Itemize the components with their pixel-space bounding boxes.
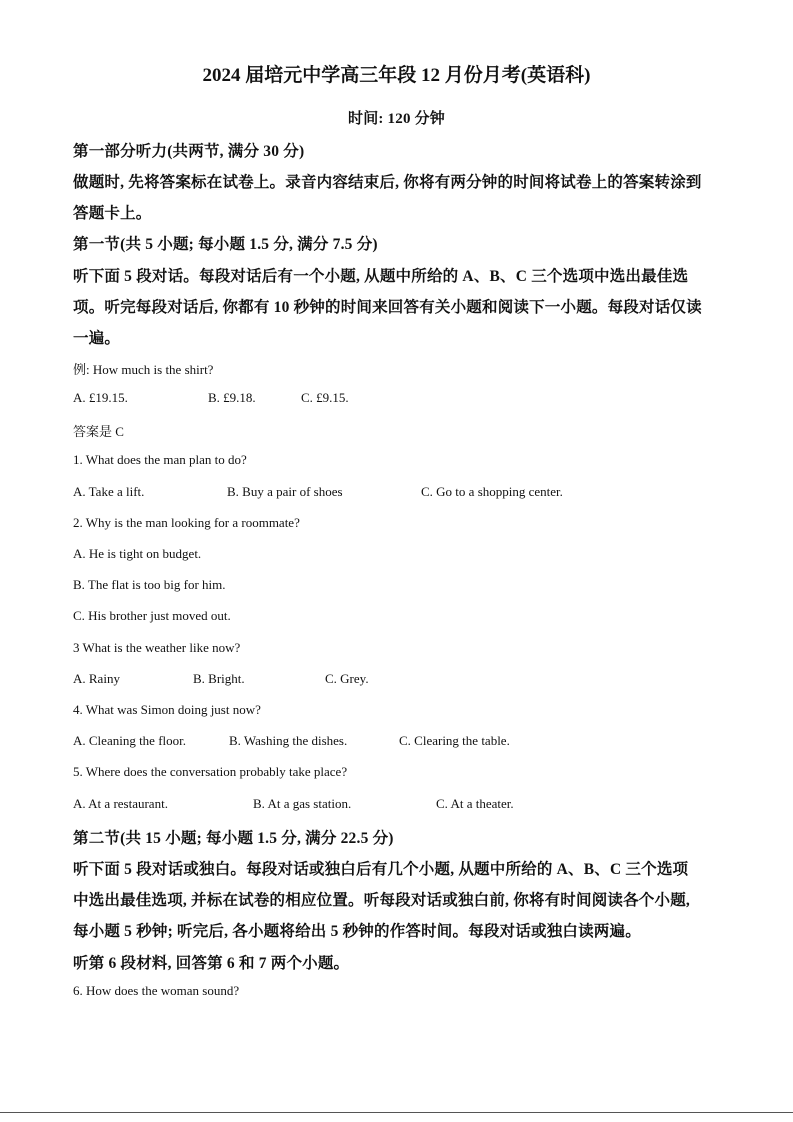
question-option: C. Grey. <box>325 671 369 686</box>
example-question: 例: How much is the shirt? <box>73 362 214 377</box>
example-option-a: A. £19.15. <box>73 390 128 405</box>
question-stem: 1. What does the man plan to do? <box>73 452 247 467</box>
question-option: C. Go to a shopping center. <box>421 484 563 499</box>
part1-instruction-line: 做题时, 先将答案标在试卷上。录音内容结束后, 你将有两分钟的时间将试卷上的答案转涂到 <box>73 174 702 191</box>
part1-instruction-line: 答题卡上。 <box>73 205 152 222</box>
question-stem: 5. Where does the conversation probably take place? <box>73 764 348 779</box>
question-option: C. At a theater. <box>436 796 514 811</box>
question-option: B. The flat is too big for him. <box>73 577 226 592</box>
example-option-b: B. £9.18. <box>208 390 256 405</box>
section2-instruction-line: 听下面 5 段对话或独白。每段对话或独白后有几个小题, 从题中所给的 A、B、C 三个选项 <box>73 861 689 878</box>
question-option: A. Rainy <box>73 671 120 686</box>
page-bottom-rule <box>0 1112 793 1113</box>
question-option: A. At a restaurant. <box>73 796 168 811</box>
question-stem: 3 What is the weather like now? <box>73 640 241 655</box>
section2-instruction-line: 中选出最佳选项, 并标在试卷的相应位置。听每段对话或独白前, 你将有时间阅读各个小题, <box>73 892 690 909</box>
question-option: A. Cleaning the floor. <box>73 733 187 748</box>
question-option: A. Take a lift. <box>73 484 145 499</box>
material-instruction: 听第 6 段材料, 回答第 6 和 7 两个小题。 <box>73 955 350 972</box>
question-option: A. He is tight on budget. <box>73 546 202 561</box>
section1-instruction-line: 项。听完每段对话后, 你都有 10 秒钟的时间来回答有关小题和阅读下一小题。每段对话仅读 <box>73 299 702 316</box>
question-stem: 4. What was Simon doing just now? <box>73 702 261 717</box>
question-option: B. Buy a pair of shoes <box>227 484 343 499</box>
part1-heading: 第一部分听力(共两节, 满分 30 分) <box>73 143 305 160</box>
question-stem: 6. How does the woman sound? <box>73 983 240 998</box>
question-stem: 2. Why is the man looking for a roommate? <box>73 515 300 530</box>
section1-instruction-line: 一遍。 <box>73 330 121 347</box>
section1-heading: 第一节(共 5 小题; 每小题 1.5 分, 满分 7.5 分) <box>73 236 378 253</box>
exam-time: 时间: 120 分钟 <box>348 111 445 127</box>
section1-instruction-line: 听下面 5 段对话。每段对话后有一个小题, 从题中所给的 A、B、C 三个选项中选出最佳选 <box>73 268 689 285</box>
exam-title: 2024 届培元中学高三年段 12 月份月考(英语科) <box>202 65 591 86</box>
question-option: B. Bright. <box>193 671 245 686</box>
section2-instruction-line: 每小题 5 秒钟; 听完后, 各小题将给出 5 秒钟的作答时间。每段对话或独白读两遍。 <box>73 923 641 940</box>
question-option: C. His brother just moved out. <box>73 608 231 623</box>
section2-heading: 第二节(共 15 小题; 每小题 1.5 分, 满分 22.5 分) <box>73 830 394 847</box>
question-option: C. Clearing the table. <box>399 733 510 748</box>
example-answer: 答案是 C <box>73 424 124 439</box>
question-option: B. At a gas station. <box>253 796 352 811</box>
question-option: B. Washing the dishes. <box>229 733 348 748</box>
example-option-c: C. £9.15. <box>301 390 349 405</box>
